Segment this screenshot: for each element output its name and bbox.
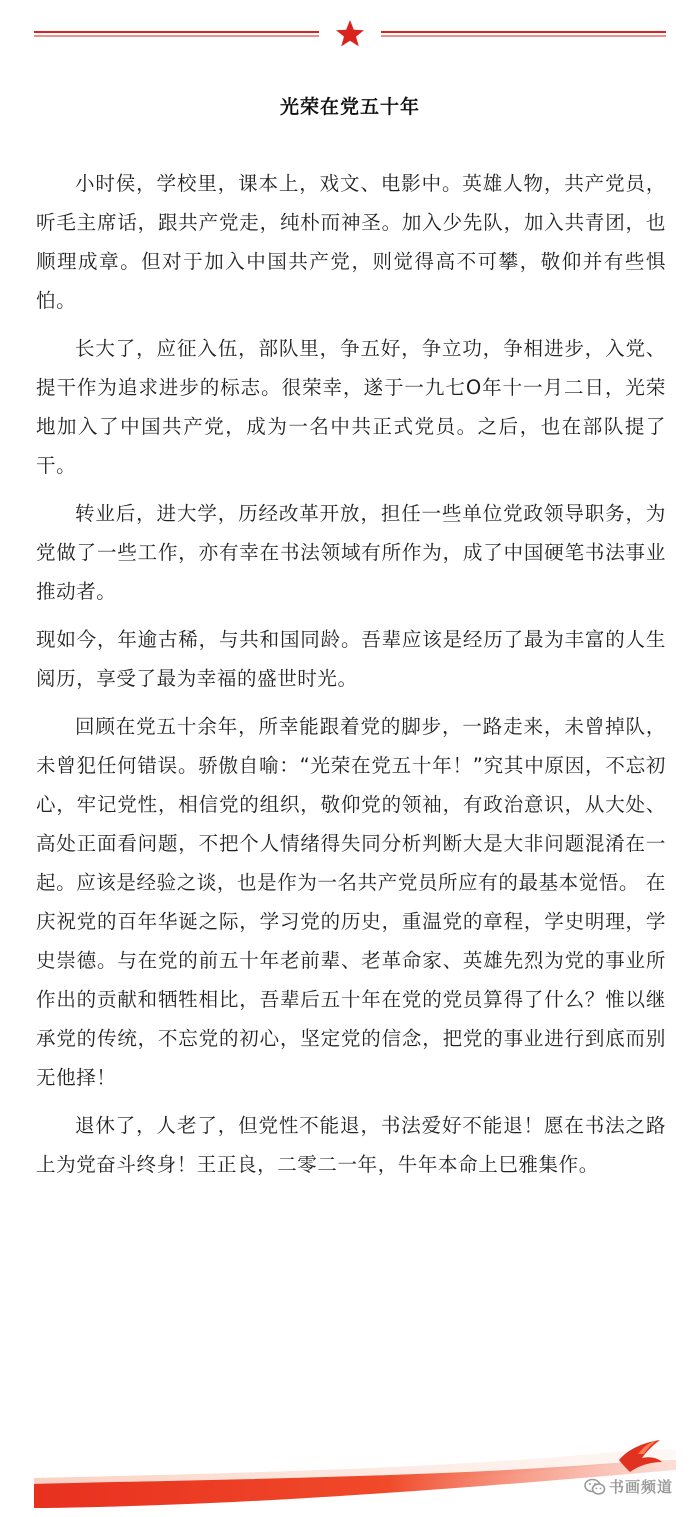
watermark: [584, 1476, 673, 1497]
wechat-icon: [584, 1478, 606, 1496]
top-ornament: [34, 18, 666, 48]
paragraph: 退休了，人老了，但党性不能退，书法爱好不能退！愿在书法之路上为党奋斗终身！王正良，二零二一年，牛年本命上巳雅集作。: [36, 1114, 666, 1176]
paragraph: 转业后，进大学，历经改革开放，担任一些单位党政领导职务，为党做了一些工作，亦有幸在书法领域有所作为，成了中国硬笔书法事业推动者。: [36, 502, 666, 603]
star-icon: [336, 20, 364, 46]
article-title: 光荣在党五十年: [279, 96, 420, 118]
watermark-text: 书画频道: [609, 1478, 674, 1496]
paragraph: 回顾在党五十余年，所幸能跟着党的脚步，一路走来，未曾掉队，未曾犯任何错误。骄傲自喻：“光荣在党五十年！”究其中原因，不忘初心，牢记党性，相信党的组织，敬仰党的领袖，有政治意识，从大处、高处正面看问题，不把个人情绪得失同分析判断大是大非问题混淆在一起。应该是经验之谈，也是作为一名共产党员所应有的最基本觉悟。 在庆祝党的百年华诞之际，学习党的历史，重温党的章程，学史明理，学史崇德。与在党的前五十年老前辈、老革命家、英雄先烈为党的事业所作出的贡献和牺牲相比，吾辈后五十年在党的党员算得了什么？惟以继承党的传统，不忘党的初心，坚定党的信念，把党的事业进行到底而别无他择！: [36, 715, 666, 1089]
bottom-ornament: [34, 1440, 676, 1516]
paragraph: 长大了，应征入伍，部队里，争五好，争立功，争相进步，入党、提干作为追求进步的标志。很荣幸，遂于一九七O年十一月二日，光荣地加入了中国共产党，成为一名中共正式党员。之后，也在部队提了干。: [36, 337, 666, 477]
article-body: [36, 164, 666, 1193]
paragraph: 现如今，年逾古稀，与共和国同龄。吾辈应该是经历了最为丰富的人生阅历，享受了最为幸福的盛世时光。: [36, 628, 666, 690]
paragraph: 小时侯，学校里，课本上，戏文、电影中。英雄人物，共产党员，听毛主席话，跟共产党走，纯朴而神圣。加入少先队，加入共青团，也顺理成章。但对于加入中国共产党，则觉得高不可攀，敬仰并有些惧怕。: [36, 172, 666, 312]
